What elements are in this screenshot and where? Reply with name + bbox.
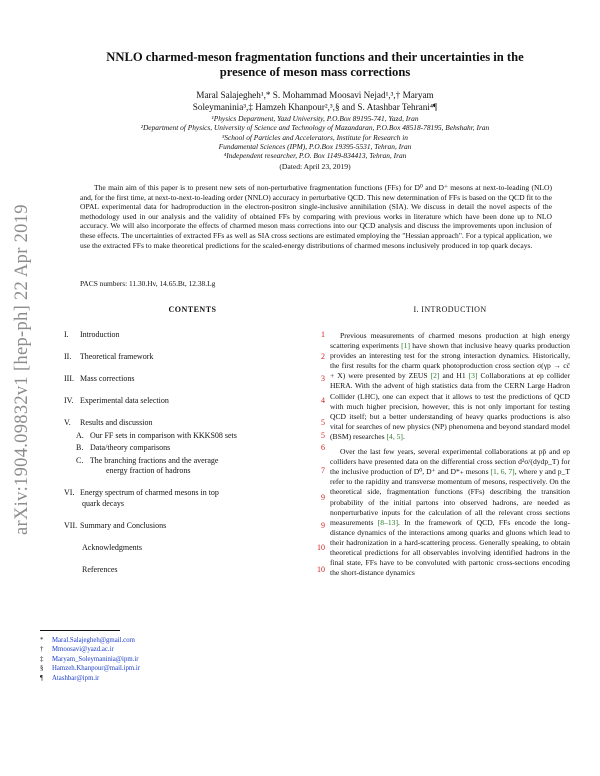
toc-item-ff-sets-comparison[interactable]: A. Our FF sets in comparison with KKKS08 sets 5 (76, 430, 325, 440)
toc-page-number[interactable]: 6 (321, 443, 325, 452)
paper-title-line-2: presence of meson mass corrections (219, 65, 411, 79)
toc-page-number[interactable]: 1 (321, 330, 325, 339)
affiliation-2: ²Department of Physics, University of Science and Technology of Mazandaran, P.O.Box 48518-78195, Behshahr, Iran (140, 123, 490, 133)
toc-page-number[interactable]: 2 (321, 352, 325, 361)
affiliation-4: ⁴Independent researcher, P.O. Box 1149-834413, Tehran, Iran (223, 151, 407, 161)
intro-paragraph-2: Over the last few years, several experimental collaborations at pp̄ and ep colliders have presented data on the differential cross section d²σ/(dydp_T) for the inclusive production of D⁰, D⁺ and D*₊ mesons [1, 6, 7], where y and p_T refer to the rapidity and transverse momentum of mesons, respectively. On the theoretical side, fragmentation functions (FFs) describing the transition probability of the initial partons into observed hadrons, are needed as nonperturbative inputs for the calculation of all the relevant cross sections measurements [8–13]. In the framework of QCD, FFs encode the long-distance dynamics of the interactions among quarks and gluons which lead to their hadronization in a hard-scattering process. Generally speaking, to obtain theoretical predictions for all observables involving identified hadrons in the final state, FFs have to be convoluted with partonic cross-sections encoding the short-distance dynamics (330, 447, 570, 578)
email-link[interactable]: Maryam_Soleymaninia@ipm.ir (52, 655, 139, 663)
date-line: (Dated: April 23, 2019) (279, 162, 351, 171)
author-list (90, 90, 540, 113)
author-line-2: Soleymaninia³,‡ Hamzeh Khanpour²,³,§ and S. Atashbar Tehrani⁴¶ (192, 101, 438, 112)
email-link[interactable]: Atashbar@ipm.ir (52, 674, 100, 682)
toc-item-summary[interactable]: VII. Summary and Conclusions 9 (64, 520, 325, 530)
footnote-rule (40, 630, 120, 631)
author-line-1: Maral Salajegheh¹,* S. Mohammad Moosavi Nejad¹,³,† Maryam (196, 90, 434, 100)
toc-page-number[interactable]: 5 (321, 418, 325, 427)
citation-link[interactable]: [4, 5] (386, 431, 403, 441)
citation-link[interactable]: [8–13] (377, 517, 398, 527)
contents-heading: CONTENTS (168, 305, 217, 314)
toc-item-energy-spectrum-cont: quark decays (82, 498, 124, 508)
toc-page-number[interactable]: 9 (321, 493, 325, 502)
footnote: * Maral.Salajegheh@gmail.com (40, 637, 135, 644)
toc-item-theoretical-framework[interactable]: II. Theoretical framework 2 (64, 352, 325, 361)
paper-title-line-1: NNLO charmed-meson fragmentation functions and their uncertainties in the (106, 50, 524, 64)
toc-item-results[interactable]: V. Results and discussion 5 (64, 418, 325, 427)
toc-page-number[interactable]: 10 (317, 564, 325, 574)
toc-page-number[interactable]: 4 (321, 396, 325, 405)
toc-item-mass-corrections[interactable]: III. Mass corrections 3 (64, 374, 325, 383)
arxiv-sidebar-id: arXiv:1904.09832v1 [hep-ph] 22 Apr 2019 (12, 204, 32, 536)
footnote: ¶ Atashbar@ipm.ir (40, 674, 100, 682)
toc-item-data-theory[interactable]: B. Data/theory comparisons 6 (76, 443, 325, 452)
abstract: The main aim of this paper is to present new sets of non-perturbative fragmentation functions (FFs) for D⁰ and D⁺ mesons at next-to-leading (NLO) and, for the first time, at next-to-next-to-leading order (NNLO) accuracy in perturbative QCD. This new determination of FFs is based on the QCD fit to the OPAL experimental data for hadroproduction in the electron-positron single-inclusive annihilation (SIA). We discuss in detail the novel aspects of the methodology used in our analysis and the validity of obtained FFs by comparing with previous works in literature which have been done up to NLO accuracy. We will also incorporate the effects of charmed meson mass corrections into our QCD analysis and discuss the improvements upon inclusion of these effects. The uncertainties of extracted FFs as well as SIA cross sections are estimated employing the "Hessian approach". For a typical application, we use the extracted FFs to make theoretical predictions for the scaled-energy distributions of charmed mesons inclusively produced in top quark decays. (80, 183, 552, 250)
email-link[interactable]: Mmoosavi@yazd.ac.ir (52, 646, 114, 654)
footnote: † Mmoosavi@yazd.ac.ir (40, 646, 114, 654)
citation-link[interactable]: [1, 6, 7] (490, 467, 515, 477)
toc-item-acknowledgments[interactable]: Acknowledgments 10 (82, 542, 325, 552)
footnote: § Hamzeh.Khanpour@mail.ipm.ir (40, 665, 140, 673)
affiliation-3-cont: Fundamental Sciences (IPM), P.O.Box 19395-5531, Tehran, Iran (218, 141, 412, 151)
citation-link[interactable]: [1] (401, 341, 410, 351)
introduction-body (330, 331, 570, 583)
citation-link[interactable]: [3] (468, 371, 478, 381)
email-link[interactable]: Maral.Salajegheh@gmail.com (52, 637, 135, 644)
toc-page-number[interactable]: 7 (321, 465, 325, 475)
toc-page-number[interactable]: 5 (321, 430, 325, 440)
toc-page-number[interactable]: 3 (321, 374, 325, 383)
affiliation-1: ¹Physics Department, Yazd University, P.O.Box 89195-741, Yazd, Iran (211, 114, 419, 123)
toc-page-number[interactable]: 9 (321, 520, 325, 530)
footnotes (40, 636, 140, 683)
toc-item-references[interactable]: References 10 (82, 564, 325, 574)
toc-item-experimental-data[interactable]: IV. Experimental data selection 4 (64, 396, 325, 405)
toc-item-branching-fractions[interactable]: C. The branching fractions and the average energy fraction of hadrons 7 (76, 455, 325, 475)
toc-item-branching-fractions-cont: energy fraction of hadrons (106, 466, 191, 475)
affiliations (60, 114, 570, 160)
pacs-numbers: PACS numbers: 11.30.Hv, 14.65.Bt, 12.38.Lg (80, 279, 216, 288)
intro-paragraph-1: Previous measurements of charmed mesons production at high energy scattering experiments [1] have shown that inclusive heavy quarks production provides an interesting test for the strong interaction dynamics. Historically, the first results for the charm quark photoproduction cross section σ(γp → cc̄ + X) were presented by ZEUS [2] and H1 [3] Collaborations at ep collider HERA. With the advent of high statistics data from the CERN Large Hadron Collider (LHC), one can expect that it allows to test the predictions of QCD with much higher precision, however, this is not only important for testing QCD itself; but a better understanding of heavy quarks productions is also vital for searches of new physics (NP) phenomena and beyond standard model (BSM) researches [4, 5]. (330, 331, 570, 441)
toc-item-introduction[interactable]: I. Introduction 1 (64, 330, 325, 339)
footnote: ‡ Maryam_Soleymaninia@ipm.ir (40, 655, 139, 663)
affiliation-3: ³School of Particles and Accelerators, Institute for Research in (222, 132, 408, 142)
table-of-contents (60, 330, 325, 575)
introduction-heading: I. INTRODUCTION (413, 305, 487, 314)
paper-title (70, 50, 560, 80)
toc-item-energy-spectrum[interactable]: VI. Energy spectrum of charmed mesons in top quark decays 9 (64, 488, 325, 508)
email-link[interactable]: Hamzeh.Khanpour@mail.ipm.ir (52, 665, 140, 673)
citation-link[interactable]: [2] (430, 371, 440, 381)
toc-page-number[interactable]: 10 (317, 542, 325, 552)
